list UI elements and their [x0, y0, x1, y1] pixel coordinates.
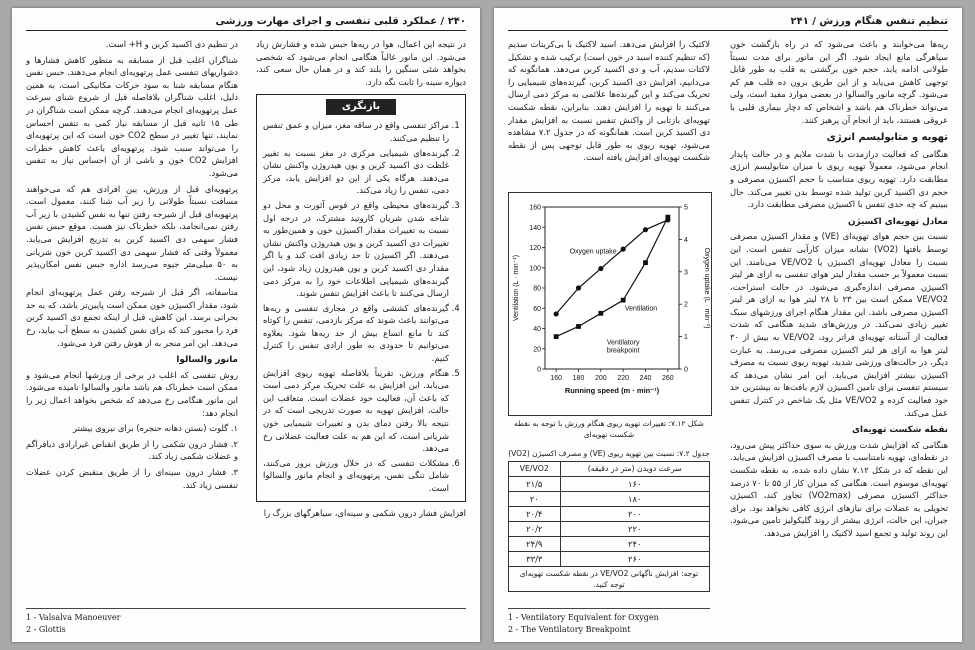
- table-cell: ۲۶۰: [560, 552, 709, 567]
- figure-caption: شکل ۷.۱۲: تغییرات تهویه ریوی هنگام ورزش با توجه به نقطه شکست تهویه‌ای: [514, 419, 704, 439]
- y-left-tick-label: 60: [533, 305, 541, 313]
- paragraph: شناگران اغلب قبل از مسابقه به منظور کاهش فشارها و دشواریهای تنفسی عمل پرتهویه‌ای انجام می‌دهند. حبس نفس هنگام مسابقه شنا به سود حرکات مکانیکی است، به همین دلیل، اغلب شناگران بلافاصله قبل از شروع شنای سرعت عمل پرتهویه‌ای انجام می‌دهند. گرچه ممکن است شناگران در طی ۱۵ ثانیه قبل از مسابقه نیاز کمی به تنفس احساس نمایند، تنها تغییر در سطح CO2 خون است که این پرتهویه‌ای را می‌تواند سبب شود. پرتهویه‌ای باعث کاهش خطرات افزایش CO2 خون و ناشی از آن احساس نیاز به تنفس می‌شود.: [26, 54, 238, 178]
- text-column-right: [730, 38, 948, 634]
- table-cell: ۲۰/۴: [509, 507, 561, 522]
- table-cell: ۲۰: [509, 492, 561, 507]
- figure-chart: [508, 192, 712, 416]
- review-item: 4. گیرنده‌های کششی واقع در مجاری تنفسی و ریه‌ها می‌توانند باعث شوند که مرکز بازدمی، تنفس را کوتاه کند تا مانع اتساع بیش از حد ریه‌ها شود. بعلاوه می‌توانیم تا حدودی به طور ارادی تنفس را کنترل کنیم.: [263, 302, 449, 365]
- list-item: ۲. فشار درون شکمی را از طریق انقباض غیرارادی دیافراگم و عضلات شکمی زیاد کند.: [26, 438, 238, 462]
- y-right-axis-label: Oxygen uptake (L · min⁻¹): [703, 247, 710, 329]
- x-tick-label: 220: [617, 375, 630, 382]
- y-left-axis-label: Ventilation (L · min⁻¹): [513, 254, 520, 322]
- data-point: [665, 215, 670, 220]
- page-header: ۲۴۰ / عملکرد قلبی تنفسی و اجرای مهارت ورزشی: [26, 14, 466, 31]
- table-row: [509, 477, 710, 492]
- right-page: [494, 8, 962, 642]
- review-box: [256, 94, 466, 501]
- y-left-tick-label: 20: [533, 346, 541, 354]
- series-line: [556, 217, 668, 336]
- paragraph: روش تنفسی که اغلب در برخی از ورزشها انجام می‌شود و ممکن است خطرناک هم باشد مانور والسالوا نامیده می‌شود. این مانور هنگامی رخ می‌دهد که شخص بخواهد اعمال زیر را انجام دهد:: [26, 369, 238, 418]
- y-right-tick-label: 3: [684, 269, 688, 277]
- footnote: 2 - The Ventilatory Breakpoint: [508, 625, 631, 634]
- review-item: 5. هنگام ورزش، تقریباً بلافاصله تهویه ریوی افزایش می‌یابد. این افزایش به علت تحریک مرکز دمی است که باعث آن، فعالیت خود عضلات است. متعاقب این حالت، افزایش تهویه به صورت تدریجی است که در نتیجه بالا رفتن دمای بدن و تغییرات شیمیایی خون شریانی است، که این هم به علت فعالیت عضلانی رخ می‌دهد.: [263, 367, 449, 455]
- review-box-title: بازنگری: [326, 99, 396, 115]
- footnote: 2 - Glottis: [26, 625, 66, 634]
- paragraph: در تنظیم دی اکسید کربن و H+ است.: [105, 39, 238, 49]
- table-header-cell: VE/VO2: [509, 462, 561, 477]
- data-point: [621, 298, 626, 303]
- table-body: [509, 477, 710, 567]
- data-point: [576, 324, 581, 329]
- x-tick-label: 160: [550, 375, 563, 382]
- data-point: [554, 334, 559, 339]
- section-title: تهویه و متابولیسم انرژی: [826, 132, 948, 144]
- paragraph: افزایش فشار درون شکمی و سینه‌ای، سیاهرگهای بزرگ را: [263, 507, 466, 518]
- review-item: 1. مراکز تنفسی واقع در ساقه مغز، میزان و عمق تنفس را تنظیم می‌کنند.: [263, 119, 449, 144]
- left-page: [12, 8, 480, 642]
- table-block: [508, 448, 710, 592]
- paragraph: هنگامی که فعالیت درازمدت با شدت ملایم و در حالت پایدار انجام می‌شود، معمولاً تهویه ریوی با میزان متابولیسم انرژی مطابقت دارد. تهویه ریوی متناسب با حجم اکسیژن مصرفی و حجم دی اکسید کربن تولید شده توسط بدن تغییر می‌کند. حال ببینیم که چه حدی تنفس با اکسیژن مصرفی مطابقت دارد.: [730, 148, 948, 210]
- text-column-right: [256, 38, 466, 593]
- paragraph: لاکتیک را افزایش می‌دهد. اسید لاکتیک با بی‌کربنات سدیم (که تنظیم کننده اسید در خون است) ترکیب شده و تشکیل لاکتات سدیم، آب و دی اکسید کربن می‌دهد. همانگونه که می‌دانیم، افزایش دی اکسید کربن، گیرنده‌های شیمیایی را تحریک می‌کند و این گیرنده‌ها علائمی به مرکز دمی ارسال می‌کنند تا تهویه را افزایش دهند. بنابراین، نقطه شکست تهویه‌ای بازتابی از واکنش تنفس نسبت به افزایش مقدار دی اکسید کربن است. همانگونه که در جدول ۷.۲ مشاهده می‌شود، تهویه ریوی به طور قابل توجهی پس از نقطه شکست تهویه‌ای افزایش یافته است.: [508, 39, 710, 163]
- y-right-tick-label: 2: [684, 301, 688, 309]
- data-point: [643, 260, 648, 265]
- x-axis-label: Running speed (m · min⁻¹): [564, 386, 660, 395]
- table-cell: ۱۸۰: [560, 492, 709, 507]
- table-cell: ۱۶۰: [560, 477, 709, 492]
- x-tick-label: 180: [572, 375, 585, 382]
- page-header: تنظیم تنفس هنگام ورزش / ۲۴۱: [508, 14, 948, 31]
- y-right-tick-label: 0: [684, 366, 688, 374]
- x-tick-label: 240: [639, 375, 652, 382]
- paragraph: متاسفانه، اگر قبل از شیرجه رفتن عمل پرتهویه‌ای انجام شود، مقدار اکسیژن خون ممکن است پایین‌تر باشد، که به حد بحرانی برسد. این کاهش، قبل از اینکه تجمع دی اکسید کربن فرد را مجبور کند که برای نفس کشیدن به سطح آب بیاید، رخ می‌دهد. این امر منجر به از هوش رفتن فرد می‌شود.: [26, 287, 238, 348]
- y-left-tick-label: 100: [529, 265, 541, 273]
- list-item: ۱. گلوت (بستن دهانه حنجره) برای نیروی بیشتر: [72, 423, 238, 434]
- text-column-left: [508, 38, 710, 188]
- text-column-left: [26, 38, 238, 593]
- data-point: [576, 285, 581, 290]
- y-left-tick-label: 160: [529, 204, 541, 212]
- data-point: [643, 227, 648, 232]
- footnotes: [26, 608, 466, 636]
- table-cell: ۲۰۰: [560, 507, 709, 522]
- y-left-tick-label: 140: [529, 224, 541, 232]
- y-left-tick-label: 120: [529, 245, 541, 252]
- table-cell: ۲۴۰: [560, 537, 709, 552]
- annotation-label: Ventilation: [624, 305, 658, 313]
- table-row: [509, 507, 710, 522]
- paragraph: در نتیجه این اعمال، هوا در ریه‌ها حبس شده و فشارش زیاد می‌شود. این مانور غالباً هنگامی انجام می‌شود که شخصی بخواهد شئی سنگین را بلند کند و در همان حال سعی کند، دیواره سینه را ثابت نگه دارد.: [256, 39, 466, 87]
- table-row: [509, 552, 710, 567]
- review-item: 6. مشکلات تنفسی که در خلال ورزش بروز می‌کنند، شامل تنگی نفس، پرتهویه‌ای و انجام مانور والسالوا است.: [263, 457, 449, 495]
- table-row: [509, 522, 710, 537]
- table-note: توجه: افزایش ناگهانی VE/VO2 در نقطه شکست تهویه‌ای توجه کنید.: [508, 567, 710, 592]
- x-tick-label: 260: [661, 375, 674, 382]
- paragraph: نسبت بین حجم هوای تهویه‌ای (VE) و مقدار اکسیژن مصرفی توسط بافتها (VO2) نشانه میزان کارآیی تنفس است. این نسبت را معادل تهویه‌ای اکسیژن یا VE/VO2 می‌نامند. این نسبت معمولاً بر حسب مقدار لیتر هوای تنفسی به ازای هر لیتر اکسیژن مصرفی اندازه‌گیری می‌شود. در حالت استراحت، VE/VO2 ممکن است بین ۲۳ تا ۲۸ لیتر هوا به ازای هر لیتر اکسیژن مصرفی باشد. این مقدار هنگام اجرای ورزشهای سبک تغییر زیادی نمی‌کند. در ورزش‌های شدید هنگامی که شدت فعالیت از آستانه تهویه‌ای فراتر رود، VE/VO2 به بیش از ۳۰ لیتر هوا به ازای هر لیتر اکسیژن مصرفی می‌رسد. به عبارت دیگر، در حالت‌های ورزشی شدید، تهویه ریوی نسبت به مصرف اکسیژن بیشتر افزایش می‌یابد. این امر نشان می‌دهد که سیستم تنفسی برای تامین اکسیژن لازم بافت‌ها به بیشترین حد خود فعالیت کرده و VE/VO2 مثل یک شاخص در کنترل تنفس عمل می‌کند.: [730, 231, 948, 418]
- y-left-tick-label: 0: [537, 366, 541, 374]
- chart-svg: [509, 193, 711, 415]
- paragraph: هنگامی که افزایش شدت ورزش به سوی حداکثر پیش می‌رود، در نقطه‌ای، تهویه نامتناسب با مصرف اکسیژن افزایش می‌یابد. این نقطه که در شکل ۷.۱۲ نشان داده شده، به نقطه شکست تهویه‌ای موسوم است. هنگامی که میزان کار از ۵۵ تا ۷۰ درصد حداکثر اکسیژن مصرفی (VO2max) تجاوز کند، اکسیژن تحویلی به عضلات برای نیازهای انرژی کافی نخواهد بود. برای جبران، این حالت، انرژی بیشتر از روند گلیکولیز تامین می‌شود. این روند تولید و تجمع اسید لاکتیک را افزایش می‌دهد.: [730, 439, 948, 538]
- paragraph: ریه‌ها می‌خوابند و باعث می‌شود که در راه بازگشت خون سیاهرگی مانع ایجاد شود. اگر این مانور برای مدت نسبتاً طولانی ادامه یابد، حجم خون برگشتی به قلب به طور قابل توجهی کاهش می‌یابد و از این طریق برون ده قلب هم کم می‌شود. گرچه مانور والسالوا در بعضی موارد مفید است، ولی می‌تواند خطرناک هم باشد و اشخاص که دچار بیماری قلبی یا عروقی هستند، باید از انجام آن پرهیز کنند.: [730, 39, 948, 125]
- y-right-tick-label: 5: [684, 204, 688, 212]
- subsection-title: مانور والسالوا: [176, 355, 238, 366]
- data-point: [554, 311, 559, 316]
- table-title: جدول ۷.۲: نسبت بین تهویه ریوی (VE) و مصرف اکسیژن (VO2): [508, 449, 710, 458]
- annotation-label: breakpoint: [606, 347, 640, 355]
- annotation-label: Oxygen uptake: [569, 248, 617, 256]
- footnote: 1 - Valsalva Manoeuver: [26, 613, 121, 622]
- y-right-tick-label: 1: [684, 334, 688, 342]
- data-point: [598, 311, 603, 316]
- y-right-tick-label: 4: [684, 236, 688, 244]
- list-item: ۳. فشار درون سینه‌ای را از طریق منقبض کردن عضلات تنفسی زیاد کند.: [26, 467, 238, 490]
- table-cell: ۲۴/۹: [509, 537, 561, 552]
- review-item: 2. گیرنده‌های شیمیایی مرکزی در مغز نسبت به تغییر غلظت دی اکسید کربن و یون هیدروژن واکنش نشان می‌دهند. هرگاه یکی از این دو افزایش یابد، مرکز دمی، تنفس را زیاد می‌کند.: [263, 147, 449, 197]
- y-left-tick-label: 80: [533, 285, 541, 293]
- footnote: 1 - Ventilatory Equivalent for Oxygen: [508, 613, 659, 622]
- footnotes: [508, 608, 710, 636]
- subsection-title: نقطه شکست تهویه‌ای: [851, 425, 948, 436]
- data-table: [508, 461, 710, 567]
- table-cell: ۲۰/۲: [509, 522, 561, 537]
- review-item: 3. گیرنده‌های محیطی واقع در قوس آئورت و محل دو شاخه شدن شریان کاروتید مشترک، در درجه اول نسبت به تغییرات مقدار اکسیژن خون و همین‌طور به تغییرات دی اکسید کربن و یون هیدروژن واکنش نشان می‌دهند. اگر اکسیژن تا حد زیادی افت کند و یا اگر مقدار دی اکسید کربن و یون هیدروژن زیاد شود، این گیرنده‌های شیمیایی اطلاعات خود را به مرکز دمی ارسال می‌کنند تا باعث افزایش تنفس شوند.: [263, 199, 449, 300]
- y-left-tick-label: 40: [533, 326, 541, 333]
- data-point: [598, 266, 603, 271]
- table-row: [509, 537, 710, 552]
- subsection-title: معادل تهویه‌ای اکسیژن: [848, 216, 948, 227]
- table-cell: ۳۳/۳: [509, 552, 561, 567]
- table-row: [509, 492, 710, 507]
- annotation-label: Ventilatory: [606, 339, 640, 347]
- table-cell: ۲۲۰: [560, 522, 709, 537]
- table-header-row: [509, 462, 710, 477]
- table-cell: ۲۱/۵: [509, 477, 561, 492]
- paragraph: پرتهویه‌ای قبل از ورزش، بین افرادی هم که می‌خواهند مسافت نسبتاً طولانی را زیر آب شنا کنند، معمول است. پرتهویه‌ای قبل از شیرجه رفتن تنها به نفس کشیدن با زیر آب رفتن نمی‌انجامد، بلکه خطرناک نیز هست. موقع حبس نفس فشار سهمی دی اکسید کربن به تدریج افزایش می‌یابد. معمولاً وقتی که فشار سهمی دی اکسید کربن خون شریانی به ۵۰ میلی‌متر جیوه می‌رسد اداره حبس نفس امکان‌پذیر نیست.: [26, 183, 238, 282]
- series-line: [556, 220, 668, 314]
- table-header-cell: سرعت دویدن (متر در دقیقه): [560, 462, 709, 477]
- x-tick-label: 200: [594, 375, 607, 382]
- data-point: [621, 247, 626, 252]
